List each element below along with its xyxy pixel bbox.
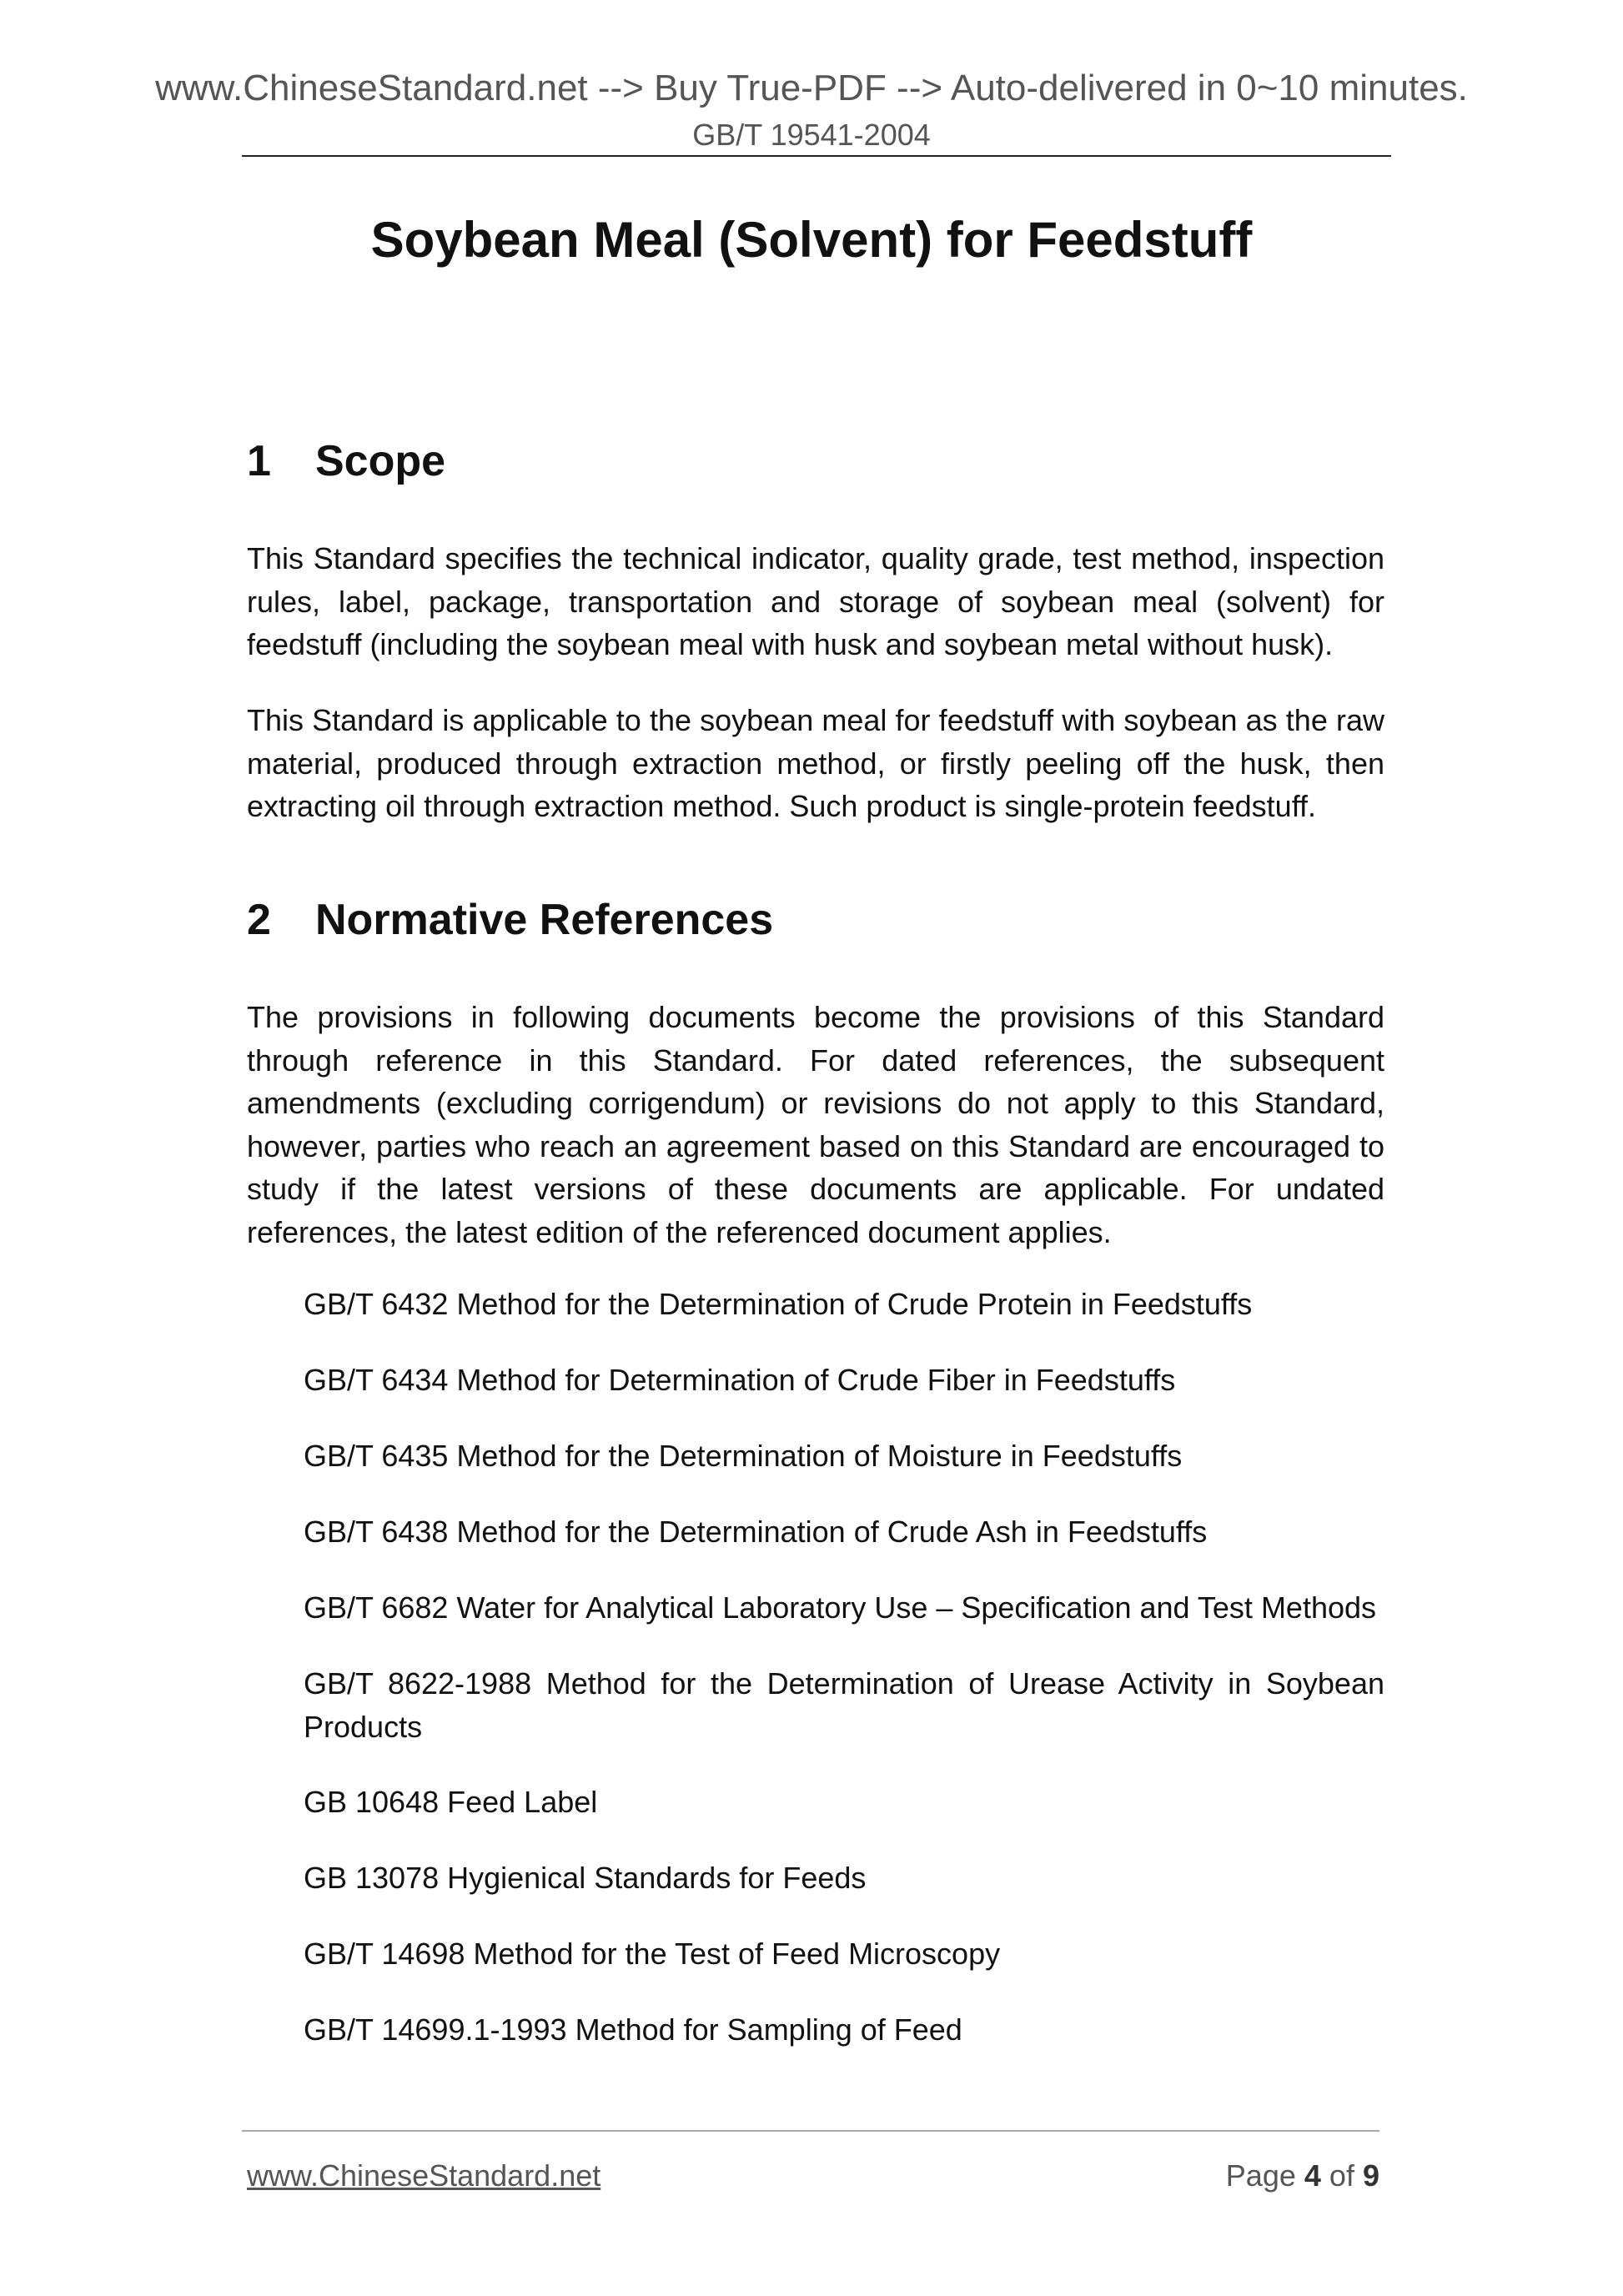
section-number: 2 bbox=[247, 896, 271, 944]
page-total: 9 bbox=[1362, 2158, 1379, 2193]
reference-item: GB/T 6432 Method for the Determination of Crude Protein in Feedstuffs bbox=[304, 1287, 1253, 1321]
reference-item: GB 13078 Hygienical Standards for Feeds bbox=[304, 1861, 867, 1895]
reference-item: GB/T 6434 Method for Determination of Crude Fiber in Feedstuffs bbox=[304, 1363, 1176, 1397]
page-prefix: Page bbox=[1225, 2158, 1296, 2193]
page-of: of bbox=[1329, 2158, 1354, 2193]
header-banner[interactable]: www.ChineseStandard.net --> Buy True-PDF --> Auto-delivered in 0~10 minutes. bbox=[155, 68, 1468, 108]
document-title: Soybean Meal (Solvent) for Feedstuff bbox=[370, 212, 1253, 268]
section-title: Normative References bbox=[315, 896, 774, 944]
reference-list bbox=[304, 1283, 1384, 2084]
reference-item: GB 10648 Feed Label bbox=[304, 1785, 598, 1819]
reference-item: GB/T 14699.1-1993 Method for Sampling of Feed bbox=[304, 2012, 962, 2047]
footer-site-link[interactable]: www.ChineseStandard.net bbox=[247, 2158, 601, 2193]
page-current: 4 bbox=[1304, 2158, 1321, 2193]
section-heading-normative-references bbox=[247, 891, 773, 949]
reference-item: GB/T 6682 Water for Analytical Laboratory Use – Specification and Test Methods bbox=[304, 1590, 1377, 1625]
scope-paragraph-1: This Standard specifies the technical indicator, quality grade, test method, inspection rules, label, package, transportation and storage of soybean meal (solvent) for feedstuff (including the soybean meal with husk and soybean metal without husk). bbox=[247, 541, 1384, 661]
reference-item: GB/T 6435 Method for the Determination of Moisture in Feedstuffs bbox=[304, 1439, 1183, 1473]
section-number: 1 bbox=[247, 437, 271, 485]
reference-item: GB/T 8622-1988 Method for the Determination of Urease Activity in Soybean Products bbox=[304, 1666, 1384, 1744]
page-indicator bbox=[1218, 2155, 1379, 2197]
reference-item: GB/T 6438 Method for the Determination of Crude Ash in Feedstuffs bbox=[304, 1515, 1208, 1549]
reference-item: GB/T 14698 Method for the Test of Feed Microscopy bbox=[304, 1937, 1001, 1971]
footer-divider bbox=[242, 2130, 1379, 2132]
section-heading-scope bbox=[247, 432, 445, 490]
header-divider bbox=[242, 155, 1391, 157]
section-title: Scope bbox=[315, 437, 446, 485]
scope-paragraph-2: This Standard is applicable to the soybean meal for feedstuff with soybean as the raw material, produced through extraction method, or firstly peeling off the husk, then extracting oil through extraction method. Such product is single-protein feedstuff. bbox=[247, 703, 1384, 823]
standard-code: GB/T 19541-2004 bbox=[692, 118, 931, 152]
references-intro-paragraph: The provisions in following documents become the provisions of this Standard through reference in this Standard. For dated references, the subsequent amendments (excluding corrigendum) or revisions do not apply to this Standard, however, parties who reach an agreement based on this Standard are encouraged to study if the latest versions of these documents are applicable. For undated references, the latest edition of the referenced document applies. bbox=[247, 1000, 1384, 1249]
